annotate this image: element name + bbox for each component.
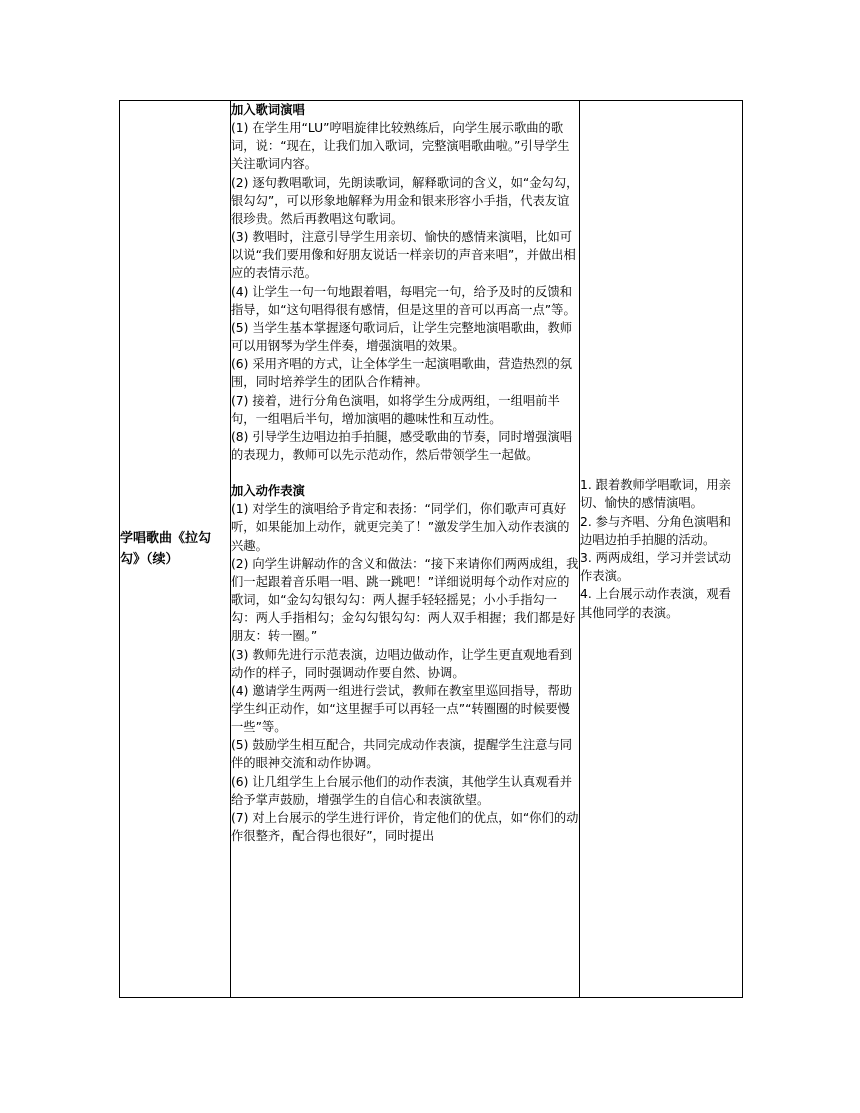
list-item: 1. 跟着教师学唱歌词，用亲切、愉快的感情演唱。 bbox=[580, 478, 731, 511]
list-item: (7) 对上台展示的学生进行评价，肯定他们的优点，如“你们的动作很整齐，配合得也很好”，同时提出 bbox=[231, 810, 579, 844]
list-item: (1) 在学生用“LU”哼唱旋律比较熟练后，向学生展示歌曲的歌词，说：“现在，让我们加入歌词，完整演唱歌曲啦。”引导学生关注歌词内容。 bbox=[231, 121, 570, 172]
list-item: (5) 当学生基本掌握逐句歌词后，让学生完整地演唱歌曲，教师可以用钢琴为学生伴奏，增强演唱的效果。 bbox=[231, 320, 573, 354]
list-item: 4. 上台展示动作表演，观看其他同学的表演。 bbox=[580, 587, 731, 620]
section-heading-lyrics: 加入歌词演唱 bbox=[231, 103, 305, 117]
list-item: (7) 接着，进行分角色演唱，如将学生分成两组，一组唱前半句，一组唱后半句，增加演唱的趣味性和互动性。 bbox=[231, 393, 560, 426]
list-item: (8) 引导学生边唱边拍手拍腿，感受歌曲的节奏，同时增强演唱的表现力，教师可以先示范动作，然后带领学生一起做。 bbox=[231, 429, 573, 462]
list-item: (1) 对学生的演唱给予肯定和表扬：“同学们，你们歌声可真好听，如果能加上动作，就更完美了！”激发学生加入动作表演的兴趣。 bbox=[231, 502, 570, 553]
section-spacer bbox=[231, 464, 579, 482]
student-activity-cell bbox=[580, 101, 743, 998]
list-item: (2) 逐句教唱歌词，先朗读歌词，解释歌词的含义，如“金勾勾，银勾勾”，可以形象地解释为用金和银来形容小手指，代表友谊很珍贵。然后再教唱这句歌词。 bbox=[231, 175, 579, 226]
list-item: (6) 采用齐唱的方式，让全体学生一起演唱歌曲，营造热烈的氛围，同时培养学生的团队合作精神。 bbox=[231, 357, 573, 390]
list-item: (2) 向学生讲解动作的含义和做法：“接下来请你们两两成组，我们一起跟着音乐唱一唱、跳一跳吧！”详细说明每个动作对应的歌词，如“金勾勾银勾勾：两人握手轻轻摇晃；小小手指勾一勾：两人手指相勾；金勾勾银勾勾：两人双手相握；我们都是好朋友：转一圈。” bbox=[231, 556, 579, 644]
table-row bbox=[120, 101, 743, 998]
section-heading-actions: 加入动作表演 bbox=[231, 484, 305, 499]
topic-title: 学唱歌曲《拉勾勾》（续） bbox=[120, 531, 212, 567]
list-item: (4) 邀请学生两两一组进行尝试，教师在教室里巡回指导，帮助学生纠正动作，如“这里握手可以再轻一点”“转圈圈的时候要慢一些”等。 bbox=[231, 683, 573, 735]
topic-cell bbox=[120, 101, 231, 998]
list-item: 2. 参与齐唱、分角色演唱和边唱边拍手拍腿的活动。 bbox=[580, 514, 731, 547]
list-item: (5) 鼓励学生相互配合，共同完成动作表演，提醒学生注意与同伴的眼神交流和动作协调。 bbox=[231, 738, 573, 771]
list-item: (6) 让几组学生上台展示他们的动作表演，其他学生认真观看并给予掌声鼓励，增强学生的自信心和表演欲望。 bbox=[231, 774, 573, 807]
list-item: (4) 让学生一句一句地跟着唱，每唱完一句，给予及时的反馈和指导，如“这句唱得很有感情，但是这里的音可以再高一点”等。 bbox=[231, 284, 576, 317]
list-item: (3) 教唱时，注意引导学生用亲切、愉快的感情来演唱，比如可以说“我们要用像和好朋友说话一样亲切的声音来唱”，并做出相应的表情示范。 bbox=[231, 230, 576, 281]
lesson-plan-table bbox=[119, 100, 743, 998]
list-item: 3. 两两成组，学习并尝试动作表演。 bbox=[580, 551, 731, 584]
teaching-process-cell bbox=[231, 101, 580, 998]
list-item: (3) 教师先进行示范表演，边唱边做动作，让学生更直观地看到动作的样子，同时强调动作要自然、协调。 bbox=[231, 647, 573, 680]
